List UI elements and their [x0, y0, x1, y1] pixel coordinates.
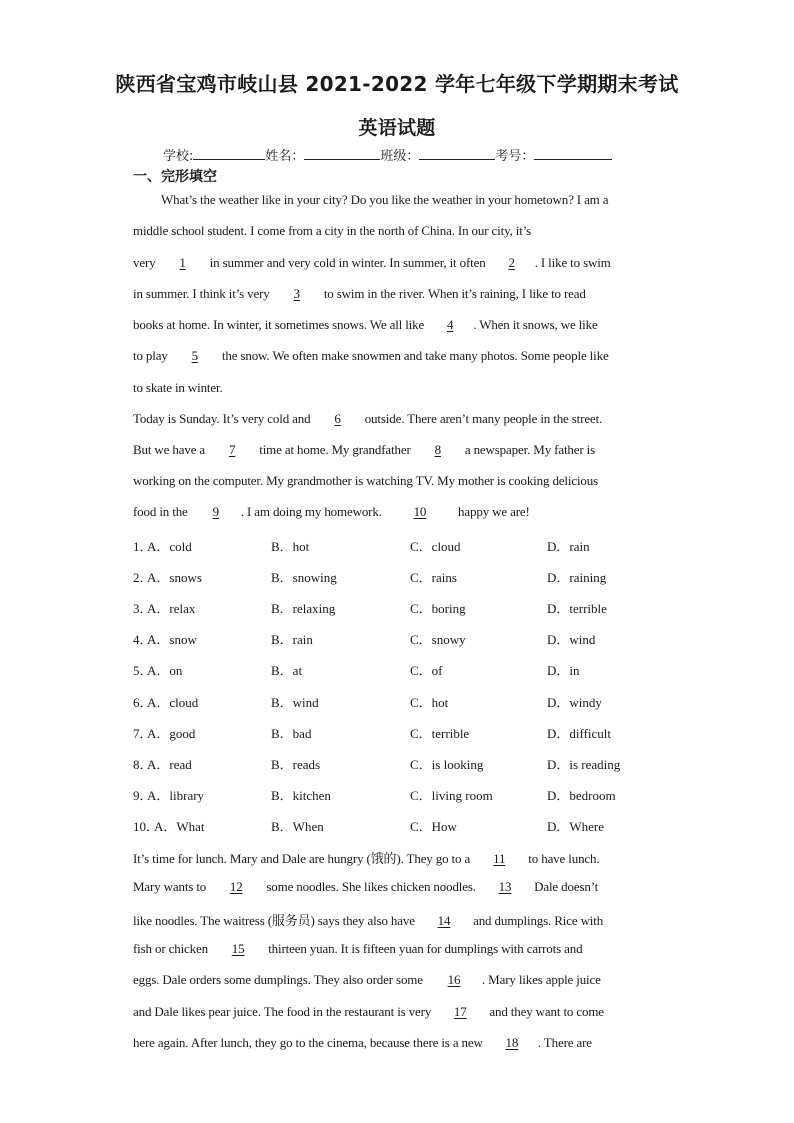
text-run: the snow. We often make snowmen and take many photos. Some people like [218, 348, 609, 363]
passage-line [133, 442, 663, 458]
passage-line [133, 941, 663, 957]
text-run: fish or chicken [133, 941, 212, 956]
option-b[interactable]: B．reads [271, 757, 321, 772]
text-run: very [133, 255, 159, 270]
option-b[interactable]: B．rain [271, 632, 313, 647]
option-c[interactable]: C．rains [410, 570, 457, 585]
option-d[interactable]: D．difficult [547, 726, 612, 741]
blank-9: 9 [212, 504, 219, 519]
option-d[interactable]: D．in [547, 663, 580, 678]
option-d[interactable]: D．Where [547, 819, 605, 834]
blank-8: 8 [434, 442, 441, 457]
passage-line [133, 879, 663, 895]
text-run: to swim in the river. When it’s raining, I like to read [320, 286, 586, 301]
question-number: 10． [133, 819, 160, 834]
text-run: some noodles. She likes chicken noodles. [263, 879, 479, 894]
option-c[interactable]: C．of [410, 663, 443, 678]
text-run: in summer and very cold in winter. In summer, it often [206, 255, 489, 270]
text-run: But we have a [133, 442, 209, 457]
option-a[interactable]: A．snow [147, 632, 197, 647]
blank-4: 4 [447, 317, 454, 332]
blank-3: 3 [293, 286, 300, 301]
option-b[interactable]: B．When [271, 819, 324, 834]
school-label: 学校: [163, 149, 194, 164]
question-number: 6． [133, 695, 153, 710]
text-run: here again. After lunch, they go to the cinema, because there is a new [133, 1035, 486, 1050]
text-run: to play [133, 348, 171, 363]
question-number: 9． [133, 788, 153, 803]
question-number: 5． [133, 663, 153, 678]
exam-no-field[interactable] [534, 147, 612, 160]
option-d[interactable]: D．rain [547, 539, 590, 554]
option-a[interactable]: A．relax [147, 601, 196, 616]
text-run: Mary wants to [133, 879, 210, 894]
option-d[interactable]: D．windy [547, 695, 602, 710]
option-c[interactable]: C．living room [410, 788, 493, 803]
passage-line [133, 255, 663, 271]
blank-5: 5 [191, 348, 198, 363]
text-run: Today is Sunday. It’s very cold and [133, 411, 314, 426]
option-b[interactable]: B．relaxing [271, 601, 336, 616]
option-c[interactable]: C．terrible [410, 726, 470, 741]
option-a[interactable]: A．What [154, 819, 205, 834]
blank-10: 10 [413, 504, 427, 519]
text-run: like noodles. The waitress (服务员) says they also have [133, 913, 418, 928]
text-run: . Mary likes apple juice [481, 972, 601, 987]
blank-12: 12 [229, 879, 243, 894]
text-run: books at home. In winter, it sometimes snows. We all like [133, 317, 428, 332]
passage-line [133, 504, 663, 520]
option-c[interactable]: C．is looking [410, 757, 484, 772]
question-number: 2． [133, 570, 153, 585]
blank-14: 14 [437, 913, 451, 928]
text-run: . When it snows, we like [473, 317, 598, 332]
option-c[interactable]: C．How [410, 819, 457, 834]
text-run: thirteen yuan. It is fifteen yuan for dumplings with carrots and [265, 941, 583, 956]
passage-line [133, 348, 663, 364]
text-run: and dumplings. Rice with [469, 913, 604, 928]
blank-1: 1 [179, 255, 186, 270]
exam-no-label: 考号： [495, 149, 535, 164]
passage-line: to skate in winter. [133, 380, 223, 395]
option-b[interactable]: B．hot [271, 539, 310, 554]
option-b[interactable]: B．kitchen [271, 788, 331, 803]
class-field[interactable] [419, 147, 495, 160]
blank-7: 7 [228, 442, 236, 457]
question-number: 7． [133, 726, 153, 741]
option-c[interactable]: C．hot [410, 695, 449, 710]
blank-6: 6 [334, 411, 341, 426]
blank-15: 15 [231, 941, 245, 956]
text-run: . I am doing my homework. [240, 504, 385, 519]
blank-16: 16 [447, 972, 461, 987]
text-run: eggs. Dale orders some dumplings. They also order some [133, 972, 426, 987]
school-field[interactable] [193, 147, 265, 160]
blank-17: 17 [453, 1004, 467, 1019]
text-run: a newspaper. My father is [461, 442, 596, 457]
text-run: to have lunch. [525, 851, 600, 866]
option-a[interactable]: A．on [147, 663, 183, 678]
passage-line: What’s the weather like in your city? Do you like the weather in your hometown? I am a [161, 192, 609, 207]
text-run: . I like to swim [534, 255, 611, 270]
option-a[interactable]: A．snows [147, 570, 202, 585]
student-info-line [163, 145, 612, 164]
passage-line [133, 1035, 663, 1051]
passage-line [133, 910, 663, 929]
option-a[interactable]: A．cold [147, 539, 192, 554]
option-b[interactable]: B．snowing [271, 570, 337, 585]
option-c[interactable]: C．snowy [410, 632, 466, 647]
question-number: 8． [133, 757, 153, 772]
option-a[interactable]: A．library [147, 788, 205, 803]
text-run: . There are [537, 1035, 592, 1050]
option-b[interactable]: B．bad [271, 726, 312, 741]
text-run: and they want to come [486, 1004, 604, 1019]
blank-2: 2 [508, 255, 515, 270]
passage-line [133, 286, 663, 302]
option-d[interactable]: D．raining [547, 570, 607, 585]
option-c[interactable]: C．boring [410, 601, 466, 616]
option-d[interactable]: D．is reading [547, 757, 621, 772]
name-label: 姓名： [265, 149, 305, 164]
text-run: food in the [133, 504, 191, 519]
class-label: 班级： [380, 149, 420, 164]
question-number: 1． [133, 539, 153, 554]
exam-title: 陕西省宝鸡市岐山县 2021-2022 学年七年级下学期期末考试 [115, 72, 679, 96]
text-run: Dale doesn’t [531, 879, 599, 894]
option-d[interactable]: D．terrible [547, 601, 607, 616]
passage-line [133, 972, 663, 988]
passage-line: working on the computer. My grandmother is watching TV. My mother is cooking delicious [133, 473, 599, 488]
passage-line [133, 1004, 663, 1020]
option-c[interactable]: C．cloud [410, 539, 461, 554]
text-run: time at home. My grandfather [256, 442, 414, 457]
question-number: 3． [133, 601, 153, 616]
blank-18: 18 [505, 1035, 519, 1050]
passage-line [133, 317, 663, 333]
option-a[interactable]: A．good [147, 726, 196, 741]
option-d[interactable]: D．wind [547, 632, 596, 647]
question-number: 4． [133, 632, 153, 647]
option-a[interactable]: A．cloud [147, 695, 199, 710]
exam-subtitle: 英语试题 [358, 117, 436, 139]
text-run: and Dale likes pear juice. The food in the restaurant is very [133, 1004, 435, 1019]
option-b[interactable]: B．at [271, 663, 303, 678]
option-b[interactable]: B．wind [271, 695, 319, 710]
text-run: in summer. I think it’s very [133, 286, 273, 301]
option-d[interactable]: D．bedroom [547, 788, 616, 803]
passage-line [133, 411, 663, 427]
text-run: It’s time for lunch. Mary and Dale are hungry (饿的). They go to a [133, 851, 474, 866]
blank-13: 13 [498, 879, 512, 894]
text-run: outside. There aren’t many people in the street. [361, 411, 603, 426]
section-heading: 一、完形填空 [133, 169, 217, 185]
text-run: happy we are! [454, 504, 530, 519]
option-a[interactable]: A．read [147, 757, 192, 772]
passage-line [133, 848, 663, 867]
name-field[interactable] [304, 147, 380, 160]
blank-11: 11 [493, 851, 506, 866]
passage-line: middle school student. I come from a city in the north of China. In our city, it’s [133, 223, 532, 238]
